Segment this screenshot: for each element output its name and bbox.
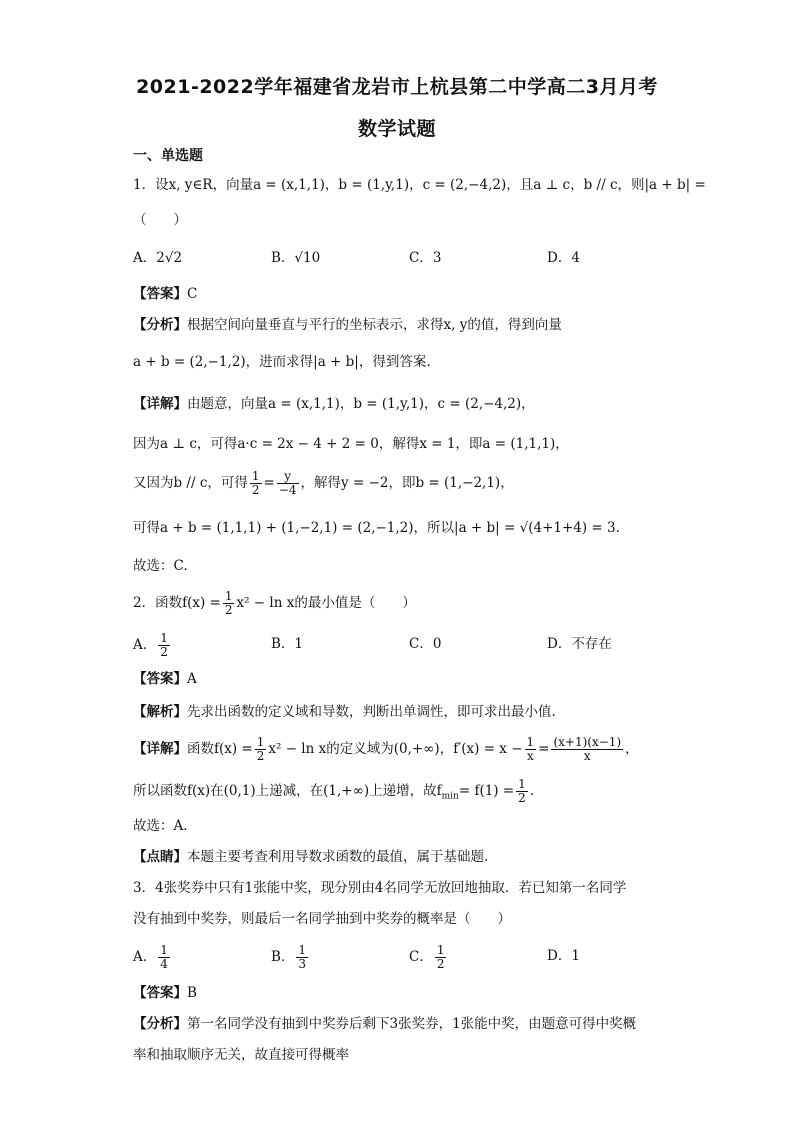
q3-option-b: B． $\frac{1}{3}$ bbox=[271, 943, 307, 971]
q3-answer: B bbox=[187, 985, 197, 1001]
q1-detail-line-3: 又因为b // c，可得 $\frac{1}{2}$ = $\frac{y}{-4}$ ，解得y = −2，即b = (1,−2,1)， bbox=[133, 469, 514, 497]
q1-detail-line-1 bbox=[133, 394, 535, 414]
q1-answer: C bbox=[187, 286, 198, 302]
q3-answer-line bbox=[133, 983, 197, 1003]
fraction-1-over-2: $\frac{1}{2}$ bbox=[160, 631, 168, 659]
fraction-1-over-2: $\frac{1}{2}$ bbox=[224, 589, 233, 617]
q2-note-text: 本题主要考查利用导数求函数的最值，属于基础题. bbox=[187, 849, 489, 865]
q1-analysis-text: 根据空间向量垂直与平行的坐标表示，求得x, y的值，得到向量 bbox=[187, 317, 562, 333]
q2-answer: A bbox=[187, 671, 197, 687]
q1-option-a: A．2√2 bbox=[133, 250, 183, 266]
q1-analysis-line-1 bbox=[133, 315, 562, 335]
q2-note bbox=[133, 847, 488, 867]
q3-analysis-line-1 bbox=[133, 1014, 636, 1034]
fraction-1-over-3: $\frac{1}{3}$ bbox=[298, 943, 307, 971]
q3-stem-line-2: 没有抽到中奖券，则最后一名同学抽到中奖券的概率是（ ） bbox=[133, 911, 511, 927]
q2-stem-start: 2．函数f(x) = bbox=[133, 595, 221, 611]
q2-stem bbox=[133, 590, 416, 617]
q2-detail-line-2: 所以函数f(x)在(0,1)上递减，在(1,+∞)上递增，故$f_{min}= f(1)$ = $\frac{1}{2}$ . bbox=[133, 777, 535, 805]
note-tag: 【点睛】 bbox=[133, 849, 187, 865]
q1-detail-line-4: 可得a + b = (1,1,1) + (1,−2,1) = (2,−1,2)，所以|a + b| = √(4+1+4) = 3. bbox=[133, 520, 620, 536]
answer-tag: 【答案】 bbox=[133, 985, 187, 1001]
q2-answer-line bbox=[133, 669, 197, 689]
q3-option-a: A． $\frac{1}{4}$ bbox=[133, 943, 168, 971]
q2-option-b: B．1 bbox=[271, 636, 304, 652]
fraction-1-over-2: $\frac{1}{2}$ bbox=[518, 777, 526, 805]
analysis-tag: 【解析】 bbox=[133, 704, 187, 720]
q1-detail-text: 由题意，向量a = (x,1,1)，b = (1,y,1)，c = (2,−4,2)， bbox=[187, 396, 535, 412]
answer-tag: 【答案】 bbox=[133, 671, 187, 687]
analysis-tag: 【分析】 bbox=[133, 1016, 187, 1032]
q2-stem-end: x² − ln x的最小值是（ ） bbox=[236, 595, 416, 611]
q2-analysis-text: 先求出函数的定义域和导数，判断出单调性，即可求出最小值. bbox=[187, 704, 556, 720]
section-heading: 一、单选题 bbox=[133, 148, 203, 164]
document-title: 2021-2022学年福建省龙岩市上杭县第二中学高二3月月考 bbox=[136, 76, 658, 98]
analysis-tag: 【分析】 bbox=[133, 317, 187, 333]
document-subtitle: 数学试题 bbox=[357, 118, 436, 140]
q1-option-d: D．4 bbox=[547, 250, 580, 266]
fraction-1-over-2: $\frac{1}{2}$ bbox=[436, 943, 445, 971]
fraction-1-over-x: $\frac{1}{x}$ bbox=[526, 735, 535, 763]
q1-option-b: B．√10 bbox=[271, 250, 321, 266]
q1-conclusion: 故选：C. bbox=[133, 558, 188, 574]
fraction-y-over-neg4: $\frac{y}{-4}$ bbox=[278, 469, 297, 497]
q3-analysis-text: 第一名同学没有抽到中奖券后剩下3张奖券，1张能中奖，由题意可得中奖概 bbox=[187, 1016, 637, 1032]
fraction-derivative: $\frac{(x+1)(x-1)}{x}$ bbox=[553, 735, 622, 763]
fraction-1-over-4: $\frac{1}{4}$ bbox=[160, 943, 168, 971]
q1-analysis-line-2: a + b = (2,−1,2)，进而求得|a + b|，得到答案. bbox=[133, 354, 431, 370]
answer-tag: 【答案】 bbox=[133, 286, 187, 302]
q1-detail-3-end: ，解得y = −2，即b = (1,−2,1)， bbox=[300, 475, 514, 491]
q2-option-d: D．不存在 bbox=[547, 636, 612, 652]
detail-tag: 【详解】 bbox=[133, 741, 187, 757]
fraction-1-over-2: $\frac{1}{2}$ bbox=[251, 469, 260, 497]
q3-analysis-line-2: 率和抽取顺序无关，故直接可得概率 bbox=[133, 1047, 349, 1063]
q2-analysis-line bbox=[133, 702, 556, 722]
q2-option-a: A． $\frac{1}{2}$ bbox=[133, 631, 168, 659]
detail-tag: 【详解】 bbox=[133, 396, 187, 412]
q2-detail-line-1: 【详解】函数f(x) = $\frac{1}{2}$ x² − ln x的定义域为(0,+∞)，f′(x) = x − $\frac{1}{x}$ = $\frac{(x+1)(x-1)}{x}$ ， bbox=[133, 735, 639, 763]
q1-answer-line bbox=[133, 284, 197, 304]
q1-option-c: C．3 bbox=[409, 250, 442, 266]
q1-paren: （ ） bbox=[133, 212, 187, 228]
fraction-1-over-2: $\frac{1}{2}$ bbox=[256, 735, 265, 763]
q3-option-d: D．1 bbox=[547, 948, 580, 964]
q2-conclusion: 故选：A. bbox=[133, 818, 188, 834]
q1-stem: 1．设x, y∈R，向量a = (x,1,1)，b = (1,y,1)，c = (2,−4,2)，且a ⊥ c，b // c，则|a + b| = bbox=[133, 177, 706, 193]
q1-detail-3-start: 又因为b // c，可得 bbox=[133, 475, 248, 491]
q1-detail-line-2: 因为a ⊥ c，可得a·c = 2x − 4 + 2 = 0，解得x = 1，即a = (1,1,1)， bbox=[133, 436, 569, 452]
q2-option-c: C．0 bbox=[409, 636, 442, 652]
q3-stem-line-1: 3．4张奖券中只有1张能中奖，现分别由4名同学无放回地抽取．若已知第一名同学 bbox=[133, 880, 627, 896]
q3-option-c: C． $\frac{1}{2}$ bbox=[409, 943, 445, 971]
